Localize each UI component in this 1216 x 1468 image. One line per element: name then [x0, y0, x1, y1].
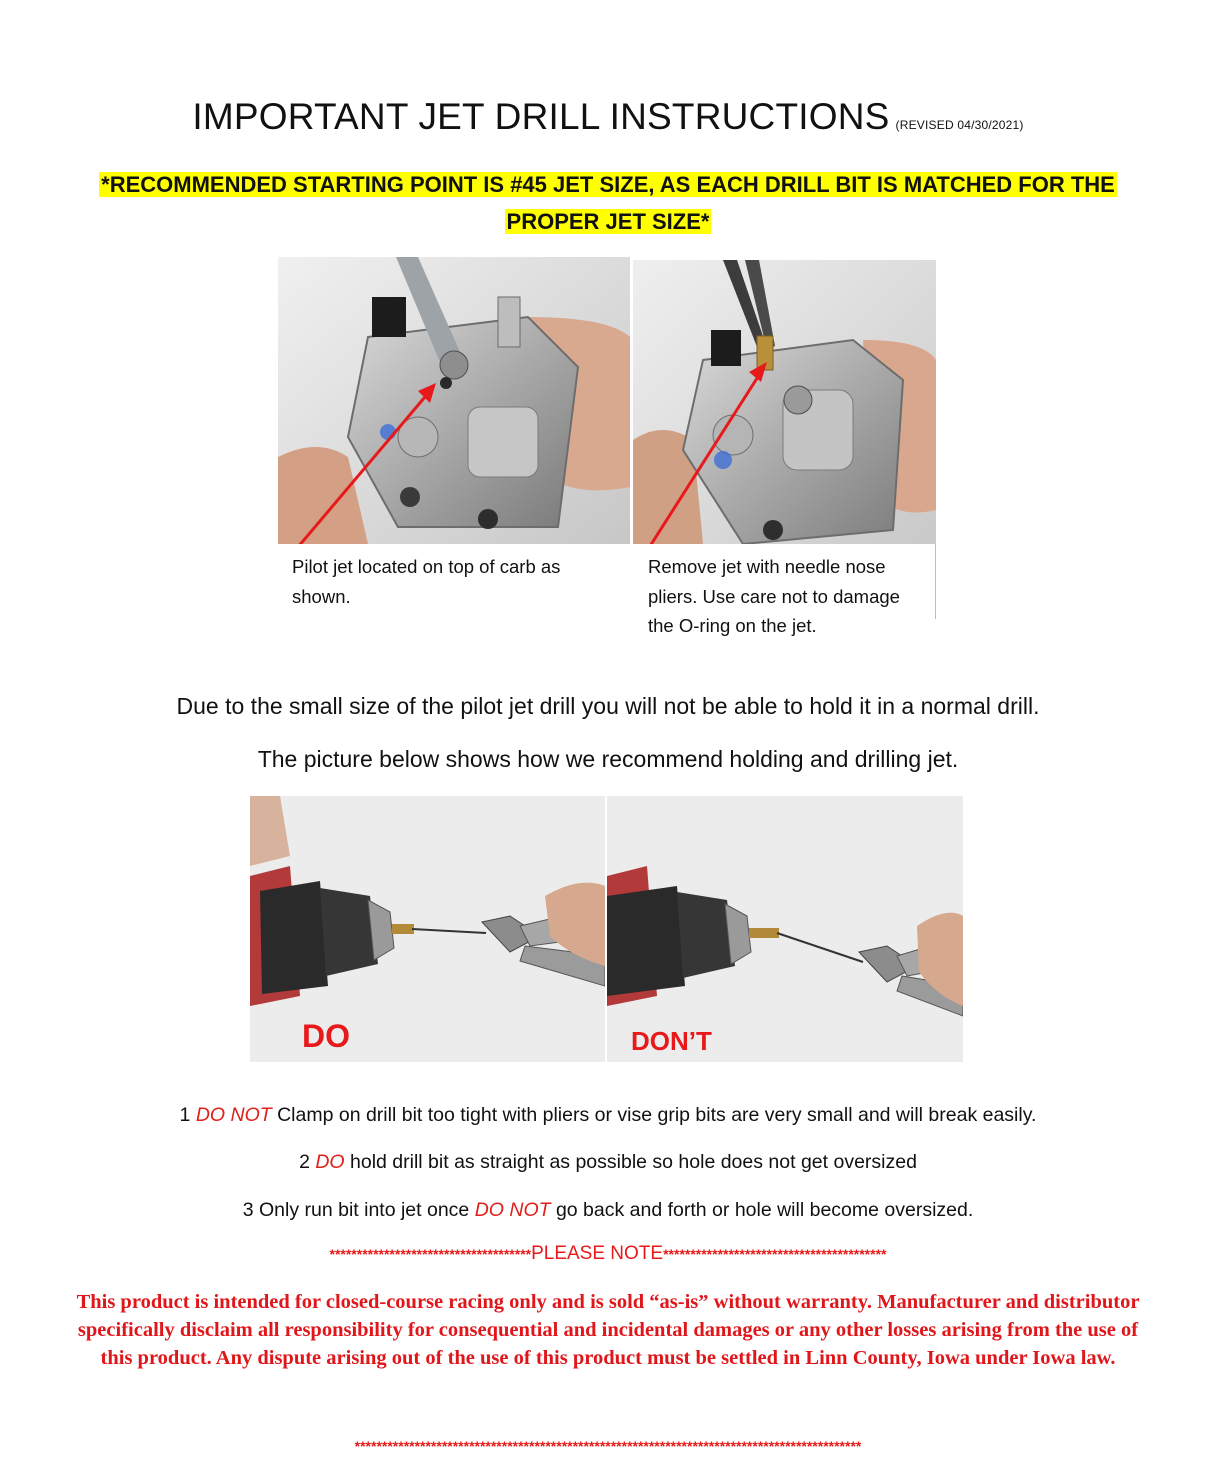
caption-remove-jet — [648, 552, 933, 641]
note-stars-right: ***************************************** — [663, 1246, 887, 1262]
caption-left-line-1: Pilot jet located on top of carb as — [292, 556, 561, 577]
recommendation-highlight-1: *RECOMMENDED STARTING POINT IS #45 JET SIZE, AS EACH DRILL BIT IS MATCHED FOR THE — [101, 172, 1115, 197]
note-stars-left: ************************************* — [329, 1246, 532, 1262]
instruction-2 — [0, 1151, 1216, 1174]
instruction-1 — [0, 1104, 1216, 1127]
caption-left-line-2: shown. — [292, 585, 351, 607]
instruction-1-emphasis: DO NOT — [195, 1104, 272, 1126]
instruction-3-emphasis: DO NOT — [474, 1199, 551, 1221]
page-title — [0, 96, 1216, 138]
caption-cell-border — [935, 544, 936, 619]
note-stars-bottom: ********************************************************************************************* — [354, 1438, 862, 1454]
please-note-line — [0, 1243, 1216, 1265]
carburetor-photo-left — [278, 257, 630, 544]
recommendation-line-1 — [0, 166, 1216, 203]
note-label: PLEASE NOTE — [531, 1243, 664, 1264]
instruction-1-text: Clamp on drill bit too tight with pliers or vise grip bits are very small and will break easily. — [277, 1104, 1037, 1126]
bottom-stars-line — [0, 1438, 1216, 1456]
instruction-1-number: 1 — [179, 1104, 191, 1126]
instruction-3-text-post: go back and forth or hole will become oversized. — [555, 1199, 974, 1221]
intro-line-2: The picture below shows how we recommend holding and drilling jet. — [257, 746, 959, 772]
label-do: DO — [302, 1018, 350, 1054]
photo-drill-dont — [607, 796, 963, 1062]
caption-right-line-1: Remove jet with needle nose — [648, 556, 886, 577]
caption-right-line-2: pliers. Use care not to damage — [648, 585, 900, 607]
disclaimer-text: This product is intended for closed-course racing only and is sold “as-is” without warranty. Manufacturer and distributor specifically disclaim all responsibility for consequential and incidental damages or any other losses arising from the use of this product. Any dispute arising out of the use of this product must be settled in Linn County, Iowa under Iowa law. — [76, 1291, 1140, 1369]
instruction-3 — [0, 1199, 1216, 1222]
drill-photo-dont — [607, 796, 963, 1062]
caption-right-line-3: the O-ring on the jet. — [648, 615, 817, 636]
revision-date: (REVISED 04/30/2021) — [895, 118, 1024, 132]
instruction-3-text-pre: 3 Only run bit into jet once — [242, 1199, 470, 1221]
photo-remove-jet — [633, 260, 936, 544]
recommendation-line-2 — [0, 203, 1216, 240]
instruction-2-emphasis: DO — [315, 1151, 345, 1173]
carburetor-photo-right — [633, 260, 936, 544]
title-text: IMPORTANT JET DRILL INSTRUCTIONS — [192, 96, 890, 137]
recommendation-highlight-2: PROPER JET SIZE* — [506, 209, 710, 234]
caption-pilot-jet-location — [292, 552, 622, 611]
instruction-2-text: hold drill bit as straight as possible so hole does not get oversized — [350, 1151, 917, 1173]
label-dont: DON’T — [631, 1026, 712, 1056]
intro-line-1: Due to the small size of the pilot jet drill you will not be able to hold it in a normal drill. — [176, 693, 1040, 719]
instruction-2-number: 2 — [299, 1151, 310, 1173]
photo-pilot-jet-location — [278, 257, 630, 544]
